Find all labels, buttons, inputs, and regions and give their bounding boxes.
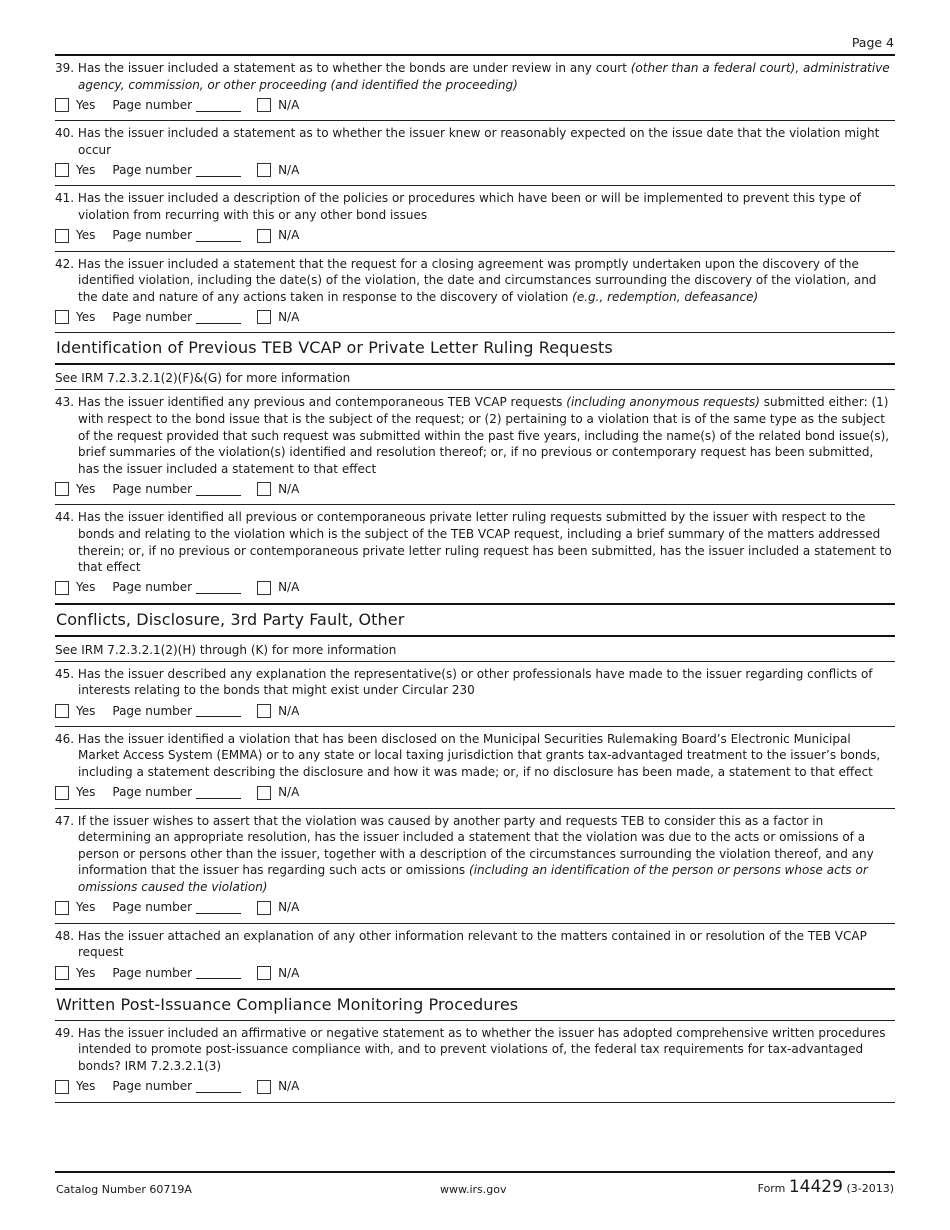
yes-checkbox[interactable] [55, 786, 69, 800]
question-body: Has the issuer included an affirmative or negative statement as to whether the issuer has adopted comprehensive written procedures intended to promote post-issuance compliance with, and to prevent violations of, the federal tax requirements for tax-advantaged bonds? IRM 7.2.3.2.1(3) [77, 1025, 886, 1073]
page-number-field[interactable] [196, 966, 241, 979]
na-label: N/A [278, 1079, 300, 1094]
question-48 [55, 924, 895, 990]
yes-label: Yes [76, 703, 96, 718]
page-number-field[interactable] [196, 229, 241, 242]
yes-label: Yes [76, 97, 96, 112]
question-italic: (other than a federal court), administrative agency, commission, or other proceeding (and identified the proceeding) [78, 61, 890, 92]
na-checkbox[interactable] [257, 310, 271, 324]
na-checkbox[interactable] [257, 98, 271, 112]
question-text [55, 731, 895, 781]
yes-checkbox[interactable] [55, 482, 69, 496]
na-label: N/A [278, 482, 300, 497]
question-number: 46. [55, 731, 75, 746]
question-text [55, 928, 895, 961]
page-number-field[interactable] [196, 901, 241, 914]
yes-label: Yes [76, 965, 96, 980]
form-revision: (3-2013) [846, 1182, 894, 1195]
na-checkbox[interactable] [257, 581, 271, 595]
answer-row [55, 897, 895, 919]
page-number-label: Page number [112, 580, 193, 595]
question-number: 41. [55, 191, 75, 206]
question-46 [55, 727, 895, 809]
answer-row [55, 700, 895, 722]
question-49 [55, 1021, 895, 1103]
question-italic: (including anonymous requests) [566, 395, 760, 410]
yes-checkbox[interactable] [55, 163, 69, 177]
question-text [55, 1025, 895, 1075]
answer-row [55, 577, 895, 599]
question-41 [55, 186, 895, 251]
page-footer [55, 1171, 895, 1203]
section-note: See IRM 7.2.3.2.1(2)(H) through (K) for more information [55, 637, 895, 662]
answer-row [55, 94, 895, 116]
question-body: Has the issuer described any explanation the representative(s) or other professionals have made to the issuer regarding conflicts of interests relating to the bonds that might exist under Circular 230 [77, 666, 873, 698]
yes-label: Yes [76, 310, 96, 325]
question-45 [55, 662, 895, 727]
question-39 [55, 56, 895, 121]
question-body: Has the issuer included a statement that the request for a closing agreement was promptly undertaken upon the discovery of the identified violation, including the date(s) of the violation, the date and circumstances surrounding the discovery of the violation, and the date and nature of any actions taken in response to the discovery of violation [77, 256, 877, 304]
section-heading-conflicts: Conflicts, Disclosure, 3rd Party Fault, Other [55, 605, 895, 637]
question-number: 49. [55, 1025, 75, 1040]
question-body: Has the issuer included a description of the policies or procedures which have been or will be implemented to prevent this type of violation from recurring with this or any other bond issues [77, 191, 861, 222]
yes-label: Yes [76, 580, 96, 595]
question-text [55, 666, 895, 699]
question-47 [55, 809, 895, 924]
yes-checkbox[interactable] [55, 901, 69, 915]
answer-row [55, 782, 895, 804]
question-text [55, 509, 895, 575]
yes-checkbox[interactable] [55, 704, 69, 718]
na-checkbox[interactable] [257, 901, 271, 915]
form-content [55, 54, 895, 1103]
page-number-label: Page number [112, 163, 193, 178]
page-number-field[interactable] [196, 311, 241, 324]
question-number: 47. [55, 813, 75, 828]
yes-label: Yes [76, 228, 96, 243]
yes-label: Yes [76, 900, 96, 915]
section-note: See IRM 7.2.3.2.1(2)(F)&(G) for more information [55, 365, 895, 390]
page-number-field[interactable] [196, 581, 241, 594]
page-number-field[interactable] [196, 704, 241, 717]
question-44 [55, 505, 895, 604]
yes-label: Yes [76, 1079, 96, 1094]
answer-row [55, 306, 895, 328]
question-number: 40. [55, 126, 75, 141]
question-body: Has the issuer attached an explanation of any other information relevant to the matters contained in or resolution of the TEB VCAP request [77, 928, 867, 960]
question-number: 39. [55, 61, 75, 75]
question-number: 48. [55, 928, 75, 943]
question-text [55, 813, 895, 896]
page-number-label: Page number [112, 965, 193, 980]
page-number-field[interactable] [196, 483, 241, 496]
question-body: Has the issuer identified any previous and contemporaneous TEB VCAP requests [77, 395, 563, 410]
question-body: If the issuer wishes to assert that the violation was caused by another party and requests TEB to consider this as a factor in determining an appropriate resolution, has the issuer included a statement that the violation was due to the acts or omissions of a person or persons other than the issuer, together with a description of the circumstances surrounding the violation thereof, and any information that the issuer has regarding such acts or omissions [77, 813, 874, 878]
page-number-field[interactable] [196, 164, 241, 177]
section-heading-previous-requests: Identification of Previous TEB VCAP or Private Letter Ruling Requests [55, 333, 895, 365]
page-number-label: Page number [112, 703, 193, 718]
question-body: Has the issuer included a statement as to whether the issuer knew or reasonably expected on the issue date that the violation might occur [77, 126, 880, 157]
na-checkbox[interactable] [257, 163, 271, 177]
question-number: 42. [55, 256, 75, 271]
yes-label: Yes [76, 163, 96, 178]
question-number: 43. [55, 395, 75, 410]
section-heading-monitoring: Written Post-Issuance Compliance Monitoring Procedures [55, 990, 895, 1021]
answer-row [55, 962, 895, 984]
question-text [55, 60, 895, 93]
catalog-number: Catalog Number 60719A [56, 1183, 192, 1196]
yes-checkbox[interactable] [55, 581, 69, 595]
page-number: Page 4 [851, 35, 894, 50]
question-43 [55, 390, 895, 505]
page-number-label: Page number [112, 1079, 193, 1094]
question-42 [55, 252, 895, 334]
na-label: N/A [278, 97, 300, 112]
question-number: 44. [55, 510, 75, 525]
form-label: Form [757, 1182, 786, 1195]
na-checkbox[interactable] [257, 229, 271, 243]
page-number-field[interactable] [196, 786, 241, 799]
yes-checkbox[interactable] [55, 98, 69, 112]
page-number-field[interactable] [196, 99, 241, 112]
question-body: Has the issuer included a statement as to whether the bonds are under review in any court [77, 61, 627, 75]
na-label: N/A [278, 785, 300, 800]
question-text [55, 125, 895, 158]
question-text [55, 190, 895, 223]
page-number-label: Page number [112, 785, 193, 800]
form-number: 14429 [788, 1177, 843, 1197]
yes-label: Yes [76, 785, 96, 800]
question-number: 45. [55, 666, 75, 681]
form-id [758, 1177, 894, 1197]
question-text [55, 394, 895, 477]
yes-label: Yes [76, 482, 96, 497]
na-label: N/A [278, 580, 300, 595]
na-checkbox[interactable] [257, 1080, 271, 1094]
yes-checkbox[interactable] [55, 310, 69, 324]
website: www.irs.gov [440, 1183, 507, 1196]
page-number-field[interactable] [196, 1080, 241, 1093]
answer-row [55, 478, 895, 500]
question-italic: (including an identification of the person or persons whose acts or omissions caused the violation) [78, 863, 868, 895]
answer-row [55, 225, 895, 247]
na-label: N/A [278, 310, 300, 325]
na-label: N/A [278, 163, 300, 178]
na-checkbox[interactable] [257, 966, 271, 980]
question-body: Has the issuer identified a violation that has been disclosed on the Municipal Securities Rulemaking Board’s Electronic Municipal Market Access System (EMMA) or to any state or local taxing jurisdiction that grants tax-advantaged treatment to the issuer’s bonds, including a statement describing the disclosure and how it was made; or, if no disclosure has been made, a statement to that effect [77, 731, 881, 780]
page-number-label: Page number [112, 900, 193, 915]
na-label: N/A [278, 900, 300, 915]
answer-row [55, 159, 895, 181]
question-text [55, 256, 895, 306]
na-label: N/A [278, 965, 300, 980]
yes-checkbox[interactable] [55, 229, 69, 243]
page-number-label: Page number [112, 97, 193, 112]
yes-checkbox[interactable] [55, 966, 69, 980]
page-number-label: Page number [112, 310, 193, 325]
na-label: N/A [278, 703, 300, 718]
question-italic: (e.g., redemption, defeasance) [572, 289, 759, 304]
question-body-continued: submitted either: (1) with respect to the bond issue that is the subject of the request; or (2) pertaining to a violation that is of the same type as the subject of the request provided that such request was submitted within the past five years, including the name(s) of the related bond issue(s), brief summaries of the violation(s) identified and resolution thereof; or, if no previous or contemporary request has been submitted, has the issuer included a statement to that effect [78, 395, 890, 476]
na-label: N/A [278, 228, 300, 243]
page-number-label: Page number [112, 228, 193, 243]
answer-row [55, 1076, 895, 1098]
page-number-label: Page number [112, 482, 193, 497]
question-body: Has the issuer identified all previous or contemporaneous private letter ruling requests submitted by the issuer with respect to the bonds and relating to the violation which is the subject of the TEB VCAP request, including a brief summary of the matters addressed therein; or, if no previous or contemporaneous private letter ruling request has been submitted, has the issuer included a statement to that effect [77, 510, 892, 575]
na-checkbox[interactable] [257, 786, 271, 800]
question-40 [55, 121, 895, 186]
yes-checkbox[interactable] [55, 1080, 69, 1094]
na-checkbox[interactable] [257, 482, 271, 496]
na-checkbox[interactable] [257, 704, 271, 718]
